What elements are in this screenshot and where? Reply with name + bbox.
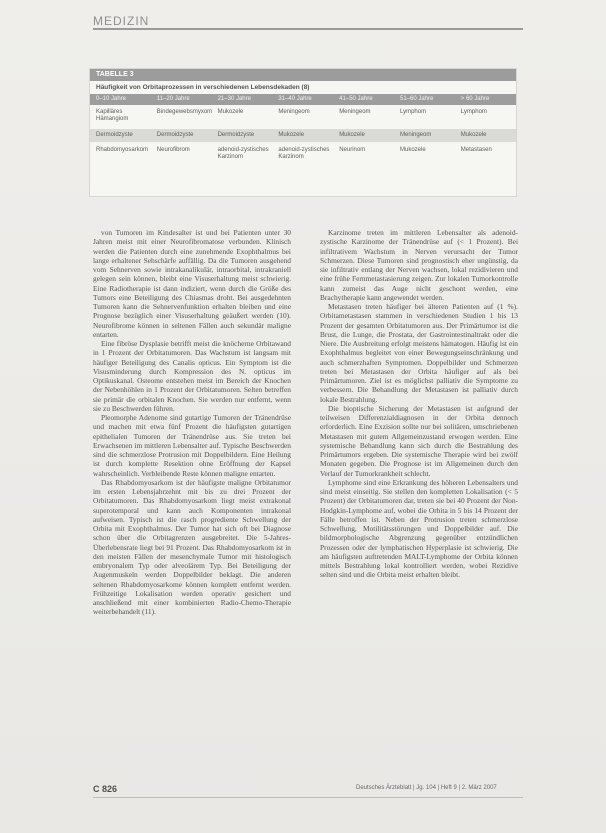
body-paragraph: Metastasen treten häufiger bei älteren Patienten auf (1 %). Orbitametastasen stammen in verschiedenen Studien 1 bis 13 Prozent der gesamten Orbitatumoren aus. Der Primärtumor ist die Brust, die Lunge, die Prostata, der Gastrointestinaltrakt oder die Niere. Die Ausbreitung erfolgt meistens hämatogen. Häufig ist ein Exophthalmus begleitet von einer Bewegungseinschränkung und auch schmerzhaften Symptomen. Doppelbilder und Schmerzen treten bei Metastasen der Orbita häufiger auf als bei Primärtumoren. Ziel ist es möglichst palliativ die Symptome zu verbessern. Die Behandlung der Metastasen ist palliativ durch lokale Bestrahlung. bbox=[320, 302, 518, 404]
table-cell: adenoid-zystisches Karzinom bbox=[217, 147, 269, 160]
table-cell: Mukozele bbox=[399, 147, 426, 153]
text-column-right bbox=[320, 228, 518, 580]
journal-reference: Deutsches Ärzteblatt | Jg. 104 | Heft 9 | 2. März 2007 bbox=[356, 785, 497, 791]
table-cell: Mukozele bbox=[217, 109, 244, 115]
table-row bbox=[90, 144, 516, 184]
table-row bbox=[90, 106, 516, 128]
column-header: 11–20 Jahre bbox=[156, 96, 190, 102]
table-cell: Mukozele bbox=[339, 132, 365, 138]
table-header-row bbox=[90, 94, 516, 105]
table-cell: Meningeom bbox=[278, 109, 310, 115]
table-label: TABELLE 3 bbox=[90, 69, 516, 81]
body-paragraph: Die bioptische Sicherung der Metastasen ist aufgrund der teilweisen Differenzialdiagnosen in der Orbita dennoch erforderlich. Eine Exzision sollte nur bei solitären, umschriebenen Metastasen mit gutem Allgemeinzustand erwogen werden. Eine systemische Behandlung kann sich durch die Bestrahlung des Primärtumors ergeben. Die systemische Therapie wird bei zwölf Monaten gegeben. Die Prognose ist im Allgemeinen durch den Verlauf der Tumorkrankheit schlecht. bbox=[320, 403, 518, 478]
table-cell: Bindegewebsmyxom bbox=[156, 109, 213, 115]
body-paragraph: Karzinome treten im mittleren Lebensalter als adenoid-zystische Karzinome der Tränendrüse auf (< 1 Prozent). Bei infiltrativem Wachstum in Nerven verursacht der Tumor Schmerzen. Diese Tumoren sind prognostisch eher ungünstig, da sie infiltrativ entlang der Nerven wachsen, lokal rezidivieren und eine frühe Fernmetastasierung zeigen. Zur lokalen Tumorkontrolle kann zumeist das Auge nicht geschont werden, eine Brachytherapie kann angewendet werden. bbox=[320, 228, 518, 302]
column-header: 21–30 Jahre bbox=[217, 96, 251, 102]
table-cell: adenoid-zystisches Karzinom bbox=[278, 147, 330, 160]
table-cell: Neurinom bbox=[339, 147, 366, 153]
table-cell: Dermoidzyste bbox=[217, 132, 255, 138]
table-cell: Neurofibrom bbox=[156, 147, 190, 153]
body-paragraph: Eine fibröse Dysplasie betrifft meist die knöcherne Orbitawand in 1 Prozent der Orbitatumoren. Das Wachstum ist langsam mit häufiger Beteiligung des Canalis opticus. Ein Symptom ist die Visusminderung durch Kompression des N. opticus im Optikuskanal. Osteome entstehen meist im Bereich der Knochen der Nebenhöhlen in 1 Prozent der Orbitatumoren. Selten betreffen sie primär die orbitalen Knochen. Sie werden nur entfernt, wenn sie zu Beschwerden führen. bbox=[93, 339, 291, 413]
body-paragraph: von Tumoren im Kindesalter ist und bei Patienten unter 30 Jahren meist mit einer Neurofibromatose verbunden. Klinisch werden die Patienten durch eine zunehmende Exophthalmus bei lange erhaltener Sehschärfe auffällig. Da die Tumoren ausgehend vom Sehnerven sowie intrakanalikulär, intraorbital, intrakraniell gelegen sein können, bleibt eine Visuserhaltung meist schwierig. Eine Radiotherapie ist dann indiziert, wenn durch die Größe des Tumors eine Beteiligung des Chiasmas droht. Bei ausgedehnten Tumoren kann die Sehnervenfunktion erhalten bleiben und eine Prognose bezüglich einer Visuserhaltung geäußert werden (10). Neurofibrome können in seltenen Fällen auch sekundär maligne entarten. bbox=[93, 228, 291, 339]
table-row bbox=[90, 129, 516, 142]
table-cell: Lymphom bbox=[460, 109, 487, 115]
table-cell: Lymphom bbox=[399, 109, 427, 115]
section-header: MEDIZIN bbox=[93, 14, 150, 28]
table-cell: Dermoidzyste bbox=[96, 132, 133, 138]
table-cell: Kapilläres Hämangiom bbox=[96, 109, 129, 122]
table-cell: Dermoidzyste bbox=[156, 132, 194, 138]
table-cell: Mukozele bbox=[278, 132, 305, 138]
page-number: C 826 bbox=[93, 784, 118, 794]
column-header: 31–40 Jahre bbox=[278, 96, 312, 102]
data-table bbox=[89, 68, 517, 197]
text-column-left bbox=[93, 228, 291, 617]
table-title: Häufigkeit von Orbitaprozessen in verschiedenen Lebensdekaden (8) bbox=[96, 84, 310, 91]
body-paragraph: Das Rhabdomyosarkom ist der häufigste maligne Orbitatumor im ersten Lebensjahrzehnt mit bis zu drei Prozent der Orbitatumoren. Das Rhabdomyosarkom liegt meist extrakonal superotemporal und kann auch Komponenten intrakonal aufweisen. Typisch ist die rasch progrediente Schwellung der Orbita mit Exophthalmus. Der Tumor hat sich oft bei Diagnose schon über die Orbitagrenzen ausgebreitet. Die 5-Jahres-Überlebensrate liegt bei 91 Prozent. Das Rhabdomyosarkom ist in den meisten Fällen der mesenchymale Tumor mit histologisch embryonalem Typ oder alveolärem Typ. Bei Beteiligung der Augenmuskeln werden Doppelbilder beklagt. Die anderen seltenen Rhabdomyosarkome können komplett entfernt werden. Frühzeitige Lokalisation werden operativ gesichert und anschließend mit einer kombinierten Radio-Chemo-Therapie weiterbehandelt (11). bbox=[93, 477, 291, 617]
header-rule bbox=[93, 28, 523, 30]
table-cell: Meningeom bbox=[339, 109, 371, 115]
column-header: > 60 Jahre bbox=[460, 96, 490, 102]
footer-rule bbox=[93, 797, 523, 798]
table-cell: Meningeom bbox=[399, 132, 432, 138]
body-paragraph: Lymphome sind eine Erkrankung des höheren Lebensalters und sind meist einseitig. Sie stellen den kompletten Lokalisation (< 5 Prozent) der Orbitatumoren dar, treten sie bei 40 Prozent der Non-Hodgkin-Lymphome auf, wobei die Orbita in 5 bis 14 Prozent der Fälle betroffen ist. Neben der Protrusion treten schmerzlose Schwellung, Motilitätsstörungen und Doppelbilder auf. Die bildmorphologische Abgrenzung gegenüber entzündlichen Prozessen oder der lymphatischen Hyperplasie ist schwierig. Die am häufigsten auftretenden MALT-Lymphome der Orbita können mittels Bestrahlung lokal kontrolliert werden, wobei Rezidive selten sind und die Orbita meist erhalten bleibt. bbox=[320, 477, 518, 580]
column-header: 41–50 Jahre bbox=[339, 96, 373, 102]
body-paragraph: Pleomorphe Adenome sind gutartige Tumoren der Tränendrüse und machen mit etwa fünf Prozent die häufigsten gutartigen epithelialen Tumoren der Tränendrüse aus. Sie treten bei Erwachsenen im mittleren Lebensalter auf. Typische Beschwerden sind die schmerzlose Protrusion mit Doppelbildern. Eine Heilung ist durch komplette Resektion ohne Eröffnung der Kapsel wahrscheinlich. Verbleibende Reste können maligne entarten. bbox=[93, 413, 291, 478]
column-header: 51–60 Jahre bbox=[399, 96, 434, 102]
table-cell: Rhabdomyosarkom bbox=[96, 147, 149, 153]
table-cell: Metastasen bbox=[460, 147, 492, 153]
table-cell: Mukozele bbox=[460, 132, 487, 138]
column-header: 0–10 Jahre bbox=[96, 96, 127, 102]
